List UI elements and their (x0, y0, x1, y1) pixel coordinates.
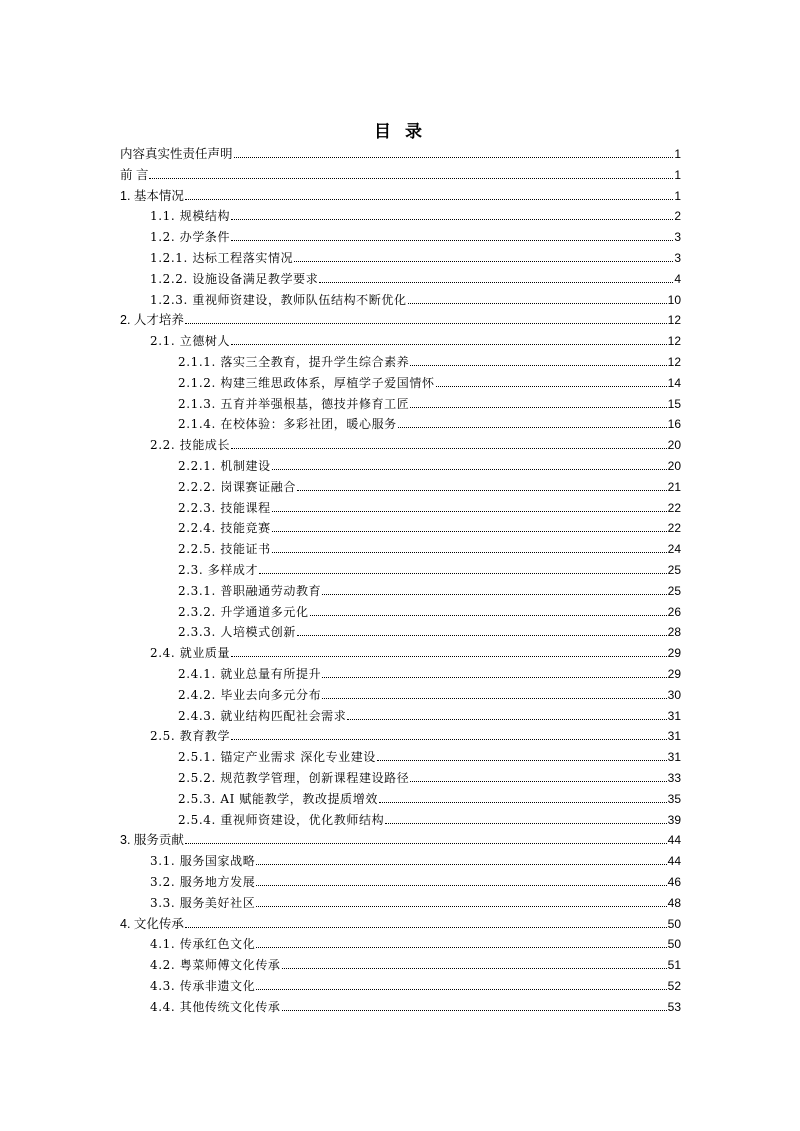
toc-page-number: 52 (667, 979, 681, 993)
toc-page-number: 14 (667, 375, 681, 390)
toc-page-number: 20 (667, 459, 681, 473)
dot-leader (149, 178, 673, 179)
dot-leader (322, 594, 666, 595)
toc-entry-label: 2.2.1. 机制建设 (178, 459, 271, 473)
toc-entry-label: 2.4.3. 就业结构匹配社会需求 (178, 708, 347, 723)
toc-page-number: 24 (667, 542, 681, 557)
toc-entry[interactable] (178, 661, 681, 681)
toc-entry[interactable] (120, 162, 681, 182)
dot-leader (256, 947, 666, 948)
toc-entry-label: 2.2. 技能成长 (150, 438, 231, 453)
toc-entry[interactable] (178, 557, 681, 577)
toc-entry[interactable] (150, 952, 681, 972)
toc-entry[interactable] (178, 495, 681, 515)
dot-leader (272, 469, 667, 470)
toc-entry[interactable] (150, 973, 681, 993)
toc-entry-label: 2.5. 教育教学 (150, 729, 231, 744)
toc-entry[interactable] (150, 432, 681, 452)
toc-entry[interactable] (178, 349, 681, 369)
toc-entry[interactable] (150, 931, 681, 951)
toc-page-number: 2 (674, 209, 681, 224)
toc-entry[interactable] (178, 370, 681, 390)
toc-entry[interactable] (178, 474, 681, 494)
toc-entry[interactable] (150, 224, 681, 244)
dot-leader (259, 573, 667, 574)
toc-page-number: 39 (667, 812, 681, 827)
dot-leader (231, 739, 667, 740)
toc-entry[interactable] (150, 266, 681, 286)
toc-page-number: 10 (667, 292, 681, 307)
toc-entry-label: 1.2.2. 设施设备满足教学要求 (150, 271, 319, 286)
toc-entry[interactable] (178, 765, 681, 785)
dot-leader (272, 511, 667, 512)
toc-page-number: 22 (667, 500, 681, 515)
toc-page-number: 30 (667, 687, 681, 702)
dot-leader (294, 261, 673, 262)
toc-entry-label: 2.2.2. 岗课赛证融合 (178, 479, 296, 494)
toc-page-number: 15 (667, 396, 681, 411)
toc-entry[interactable] (178, 411, 681, 431)
toc-page-number: 31 (667, 750, 681, 765)
toc-entry-label: 2.2.3. 技能课程 (178, 500, 271, 515)
toc-entry-label: 2.3.2. 升学通道多元化 (178, 604, 309, 619)
toc-page-number: 44 (667, 833, 681, 848)
toc-entry[interactable] (150, 203, 681, 223)
toc-entry[interactable] (178, 744, 681, 764)
dot-leader (272, 531, 667, 532)
toc-page-number: 50 (667, 937, 681, 952)
toc-entry-label: 4. 文化传承 (120, 916, 184, 931)
toc-entry[interactable] (150, 890, 681, 910)
toc-entry[interactable] (178, 515, 681, 535)
toc-page-number: 26 (667, 604, 681, 619)
dot-leader (231, 656, 667, 657)
dot-leader (185, 199, 673, 200)
toc-page-number: 12 (667, 355, 681, 369)
toc-entry[interactable] (120, 307, 681, 327)
toc-page-number: 3 (674, 251, 681, 265)
toc-entry[interactable] (150, 994, 681, 1014)
dot-leader (256, 885, 666, 886)
dot-leader (385, 823, 666, 824)
toc-entry-label: 4.4. 其他传统文化传承 (150, 999, 281, 1014)
toc-entry[interactable] (150, 328, 681, 348)
dot-leader (410, 365, 666, 366)
toc-entry-label: 2.1.3. 五育并举强根基，德技并修育工匠 (178, 396, 410, 411)
toc-entry[interactable] (120, 827, 681, 847)
dot-leader (272, 552, 667, 553)
toc-page-number: 25 (667, 563, 681, 577)
toc-page-number: 3 (674, 230, 681, 245)
toc-entry-label: 1.1. 规模结构 (150, 209, 231, 224)
toc-page-number: 4 (674, 271, 681, 286)
toc-entry[interactable] (178, 391, 681, 411)
toc-entry[interactable] (150, 848, 681, 868)
toc-page-number: 29 (667, 646, 681, 661)
toc-page-number: 29 (667, 667, 681, 681)
dot-leader (185, 843, 667, 844)
toc-page-number: 31 (667, 729, 681, 744)
dot-leader (379, 802, 667, 803)
toc-page-number: 50 (667, 916, 681, 931)
toc-page-number: 22 (667, 521, 681, 536)
dot-leader (398, 427, 667, 428)
toc-page-number: 33 (667, 771, 681, 785)
toc-entry-label: 1.2.3. 重视师资建设，教师队伍结构不断优化 (150, 292, 407, 307)
dot-leader (231, 344, 667, 345)
dot-leader (319, 282, 673, 283)
toc-entry-label: 2.3. 多样成才 (178, 563, 259, 577)
toc-page-number: 51 (667, 958, 681, 973)
toc-page-number: 16 (667, 417, 681, 432)
toc-entry-label: 4.3. 传承非遗文化 (150, 979, 256, 993)
dot-leader (297, 490, 667, 491)
toc-page-number: 1 (674, 167, 681, 182)
toc-entry[interactable] (178, 453, 681, 473)
dot-leader (310, 615, 667, 616)
toc-entry[interactable] (178, 578, 681, 598)
toc-entry-label: 3.1. 服务国家战略 (150, 854, 256, 869)
toc-page-number: 53 (667, 999, 681, 1014)
toc-page-number: 12 (667, 334, 681, 349)
toc-entry[interactable] (150, 869, 681, 889)
toc-entry-label: 1. 基本情况 (120, 188, 184, 203)
dot-leader (410, 781, 666, 782)
dot-leader (436, 386, 667, 387)
toc-page-number: 25 (667, 583, 681, 598)
dot-leader (234, 157, 674, 158)
toc-entry-label: 2.5.2. 规范教学管理，创新课程建设路径 (178, 771, 410, 785)
dot-leader (282, 968, 667, 969)
toc-entry[interactable] (120, 911, 681, 931)
toc-entry-label: 2.4.1. 就业总量有所提升 (178, 667, 322, 681)
toc-entry[interactable] (120, 183, 681, 203)
toc-entry-label: 前 言 (120, 167, 149, 182)
toc-entry[interactable] (178, 619, 681, 639)
toc-entry-label: 2.2.5. 技能证书 (178, 542, 271, 557)
toc-entry[interactable] (178, 807, 681, 827)
toc-entry-label: 2.1.4. 在校体验：多彩社团，暖心服务 (178, 417, 397, 432)
dot-leader (282, 1010, 667, 1011)
toc-entry[interactable] (178, 682, 681, 702)
toc-page-number: 12 (667, 313, 681, 328)
toc-page-number: 1 (674, 147, 681, 161)
toc-title: 目 录 (374, 122, 426, 142)
toc-entry-label: 1.2. 办学条件 (150, 230, 231, 245)
toc-page-number: 35 (667, 791, 681, 806)
toc-entry[interactable] (150, 640, 681, 660)
toc-entry-label: 3. 服务贡献 (120, 833, 184, 848)
dot-leader (231, 448, 667, 449)
toc-entry-label: 2.3.1. 普职融通劳动教育 (178, 583, 322, 598)
toc-entry-label: 2. 人才培养 (120, 313, 184, 328)
dot-leader (231, 219, 673, 220)
toc-entry-label: 2.4. 就业质量 (150, 646, 231, 661)
dot-leader (322, 698, 666, 699)
dot-leader (347, 719, 666, 720)
toc-entry-label: 2.2.4. 技能竞赛 (178, 521, 271, 536)
dot-leader (377, 760, 667, 761)
toc-entry-label: 2.1.1. 落实三全教育，提升学生综合素养 (178, 355, 410, 369)
toc-entry-label: 3.3. 服务美好社区 (150, 895, 256, 910)
toc-entry-label: 2.5.4. 重视师资建设，优化教师结构 (178, 812, 385, 827)
toc-entry[interactable] (150, 245, 681, 265)
toc-entry-label: 4.2. 粤菜师傅文化传承 (150, 958, 281, 973)
dot-leader (256, 906, 666, 907)
toc-entry[interactable] (178, 786, 681, 806)
dot-leader (410, 407, 666, 408)
dot-leader (256, 864, 666, 865)
toc-entry-label: 内容真实性责任声明 (120, 147, 233, 161)
dot-leader (256, 989, 666, 990)
toc-page-number: 21 (667, 479, 681, 494)
toc-entry-label: 2.4.2. 毕业去向多元分布 (178, 687, 322, 702)
toc-entry[interactable] (178, 599, 681, 619)
toc-entry[interactable] (178, 703, 681, 723)
toc-entry-label: 2.5.3. AI 赋能教学，教改提质增效 (178, 791, 378, 806)
toc-page-number: 46 (667, 875, 681, 889)
dot-leader (297, 635, 667, 636)
toc-page-number: 20 (667, 438, 681, 453)
dot-leader (185, 323, 667, 324)
toc-entry[interactable] (150, 287, 681, 307)
toc-entry-label: 2.1. 立德树人 (150, 334, 231, 349)
toc-entry-label: 1.2.1. 达标工程落实情况 (150, 251, 294, 265)
toc-page-number: 1 (674, 188, 681, 203)
toc-page-number: 44 (667, 854, 681, 869)
toc-entry-label: 2.5.1. 锚定产业需求 深化专业建设 (178, 750, 376, 765)
toc-entry-label: 3.2. 服务地方发展 (150, 875, 256, 889)
toc-entry-label: 2.1.2. 构建三维思政体系，厚植学子爱国情怀 (178, 375, 435, 390)
toc-entry-label: 2.3.3. 人培模式创新 (178, 625, 296, 640)
toc-page-number: 48 (667, 895, 681, 910)
dot-leader (231, 240, 673, 241)
toc-entry[interactable] (150, 723, 681, 743)
toc-page-number: 28 (667, 625, 681, 640)
toc-page-number: 31 (667, 708, 681, 723)
dot-leader (408, 303, 667, 304)
dot-leader (185, 927, 667, 928)
dot-leader (322, 677, 666, 678)
toc-entry-label: 4.1. 传承红色文化 (150, 937, 256, 952)
toc-entry[interactable] (178, 536, 681, 556)
toc-entry[interactable] (120, 141, 681, 161)
